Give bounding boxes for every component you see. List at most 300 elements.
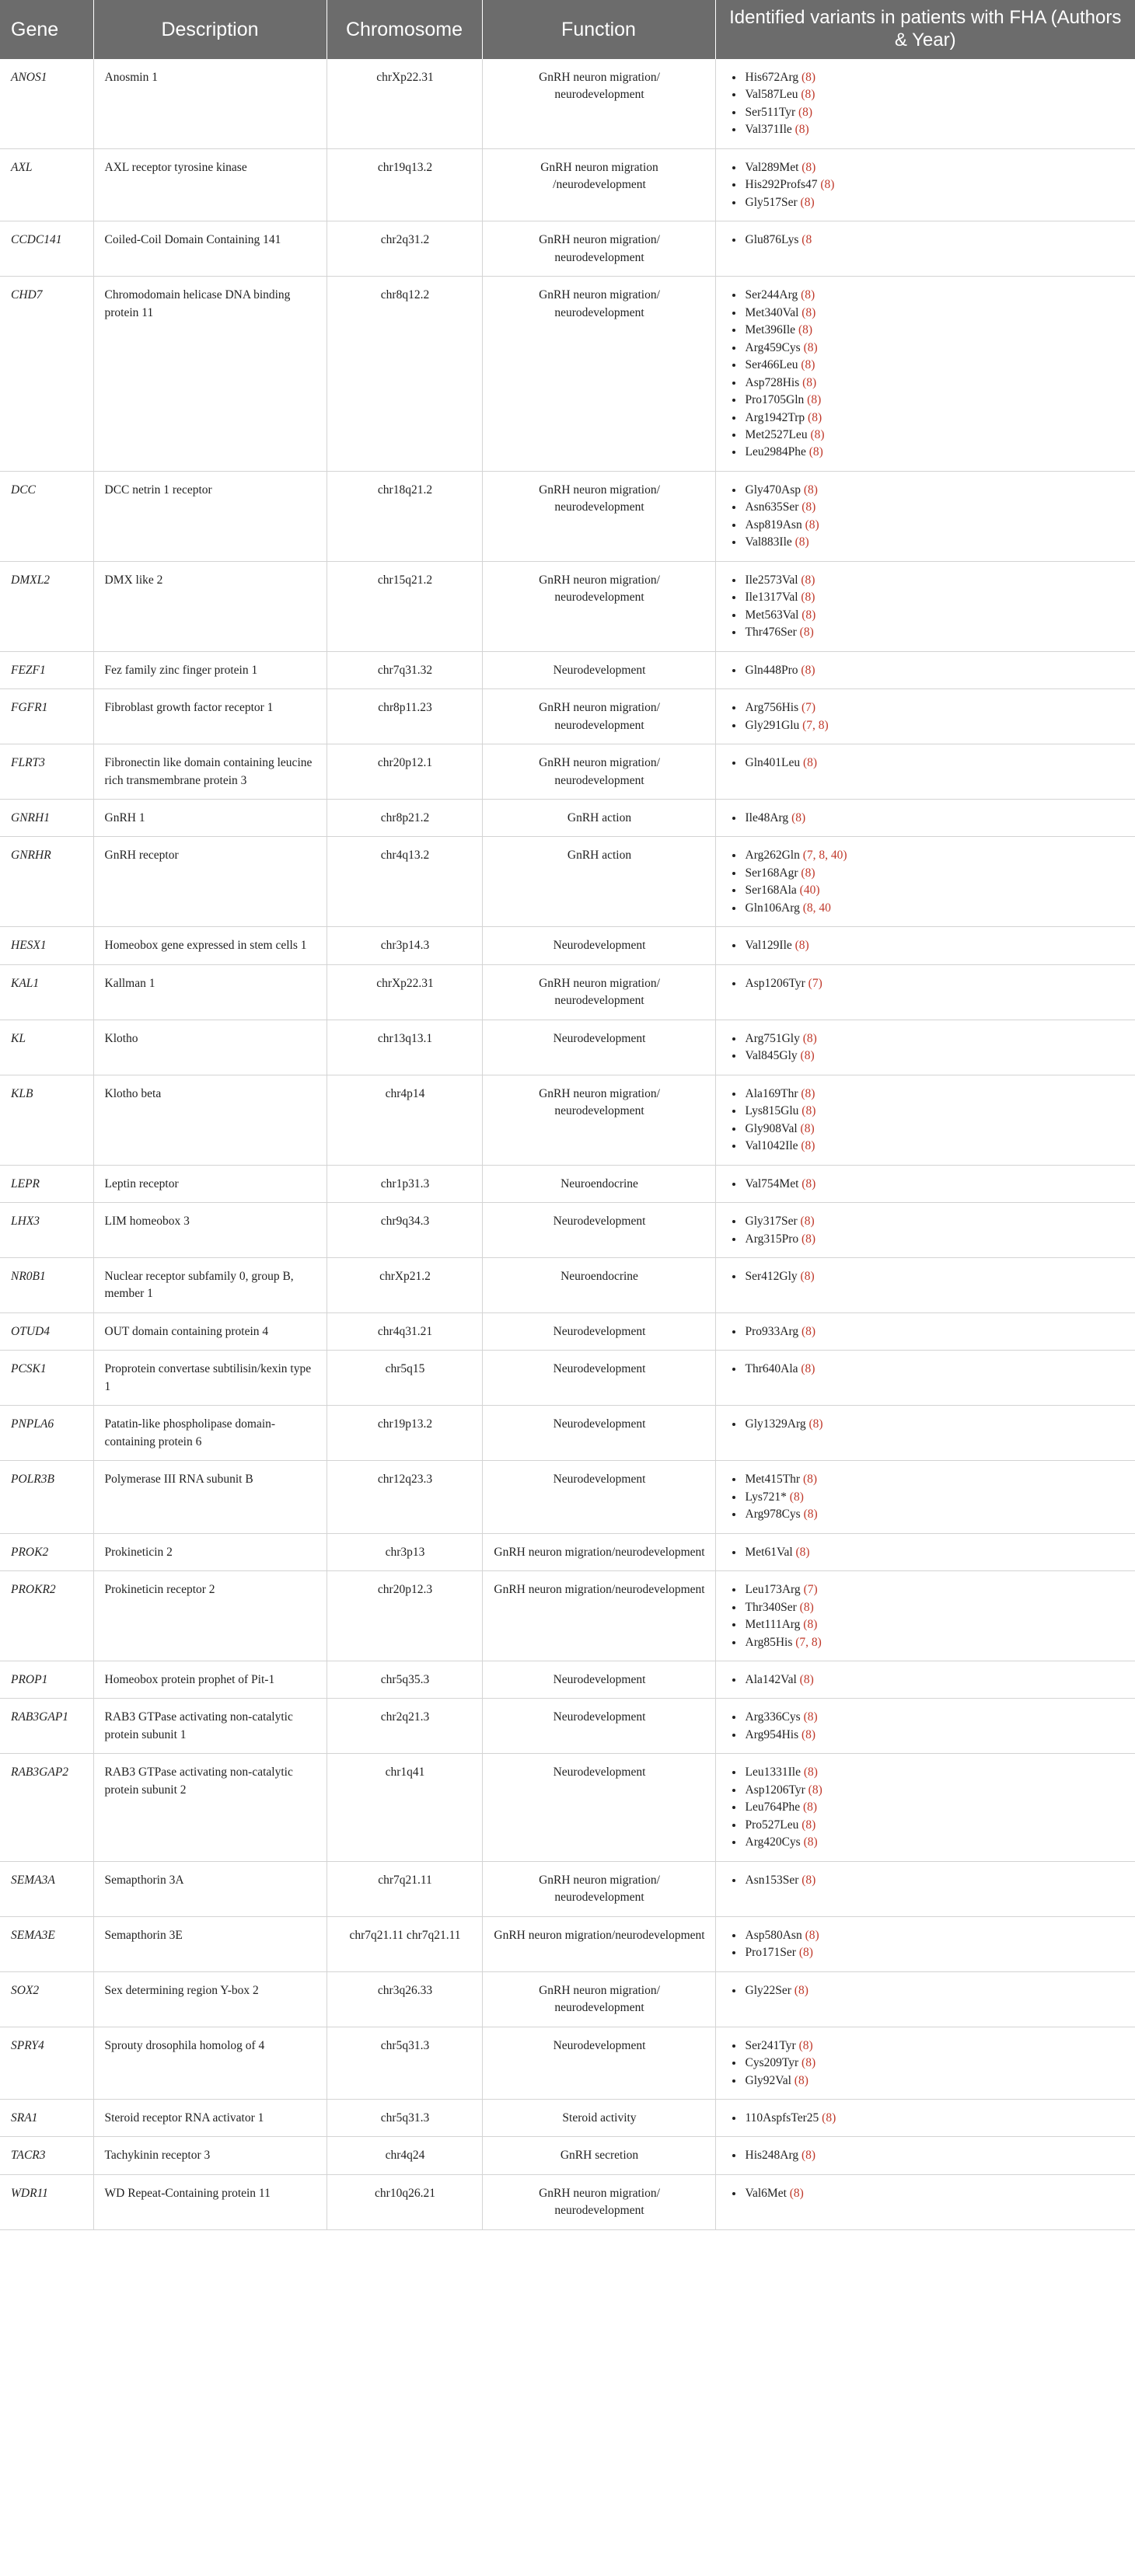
variant-item — [744, 1030, 1126, 1047]
variant-item — [744, 392, 1126, 409]
function-cell: Neurodevelopment — [482, 1351, 715, 1406]
reference-link[interactable]: (8) — [789, 2186, 804, 2200]
function-cell: Neurodevelopment — [482, 1020, 715, 1075]
function-cell: GnRH neuron migration/ neurodevelopment — [482, 1075, 715, 1165]
table-row — [0, 221, 1135, 277]
description-cell: RAB3 GTPase activating non-catalytic protein subunit 1 — [93, 1699, 327, 1754]
reference-link[interactable]: (8) — [801, 866, 815, 880]
variant-name: Ser241Tyr — [745, 2038, 796, 2052]
reference-link[interactable]: (8) — [794, 535, 809, 549]
gene-cell: PROK2 — [0, 1533, 93, 1570]
description-cell: Leptin receptor — [93, 1165, 327, 1202]
variant-name: Val6Met — [745, 2186, 787, 2200]
variant-item — [744, 305, 1126, 322]
variant-item — [744, 1213, 1126, 1230]
function-cell: GnRH secretion — [482, 2137, 715, 2174]
variant-name: Ser511Tyr — [745, 105, 796, 119]
function-cell: GnRH neuron migration/ neurodevelopment — [482, 1861, 715, 1916]
function-cell: Neurodevelopment — [482, 1754, 715, 1861]
variant-name: His248Arg — [745, 2149, 799, 2163]
gene-cell: SPRY4 — [0, 2027, 93, 2099]
variants-cell — [715, 221, 1135, 277]
description-cell: Klotho — [93, 1020, 327, 1075]
variant-item — [744, 1416, 1126, 1433]
table-row — [0, 59, 1135, 148]
variant-item — [744, 937, 1126, 954]
variant-name: Arg315Pro — [745, 1232, 799, 1246]
variant-name: Ser412Gly — [745, 1269, 798, 1283]
reference-link[interactable]: (8) — [820, 178, 835, 192]
description-cell: RAB3 GTPase activating non-catalytic protein subunit 2 — [93, 1754, 327, 1861]
function-cell: GnRH neuron migration/ neurodevelopment — [482, 2174, 715, 2229]
reference-link[interactable]: (8) — [801, 88, 815, 102]
table-row — [0, 1406, 1135, 1461]
variants-cell — [715, 1312, 1135, 1350]
variant-item — [744, 1799, 1126, 1816]
reference-link[interactable]: (8) — [808, 1417, 823, 1431]
reference-link[interactable]: (8) — [802, 1473, 818, 1487]
description-cell: Patatin-like phospholipase domain-containing protein 6 — [93, 1406, 327, 1461]
header-row — [0, 0, 1135, 59]
gene-cell: KL — [0, 1020, 93, 1075]
variant-item — [744, 810, 1126, 827]
description-cell: Prokineticin receptor 2 — [93, 1571, 327, 1661]
variant-item — [744, 1616, 1126, 1633]
reference-link[interactable]: (8) — [801, 1362, 815, 1376]
function-cell: Neurodevelopment — [482, 1203, 715, 1258]
variant-item — [744, 357, 1126, 374]
reference-link[interactable]: (8) — [801, 1873, 816, 1887]
variant-name: Asn635Ser — [745, 500, 799, 514]
reference-link[interactable]: (8) — [801, 2149, 816, 2163]
reference-link[interactable]: (7, 8, 40) — [802, 849, 847, 863]
variant-name: Asp819Asn — [745, 518, 802, 532]
variant-list — [727, 2147, 1126, 2164]
description-cell: WD Repeat-Containing protein 11 — [93, 2174, 327, 2229]
reference-link[interactable]: (8) — [799, 1600, 814, 1614]
table-row — [0, 1165, 1135, 1202]
chromosome-cell: chr8p21.2 — [327, 800, 482, 837]
variant-name: Met340Val — [745, 305, 799, 319]
description-cell: Prokineticin 2 — [93, 1533, 327, 1570]
gene-cell: OTUD4 — [0, 1312, 93, 1350]
variant-item — [744, 1727, 1126, 1744]
variant-list — [727, 482, 1126, 552]
table-body — [0, 59, 1135, 2229]
variant-item — [744, 427, 1126, 444]
variant-name: Leu1331Ile — [745, 1766, 801, 1779]
gene-cell: AXL — [0, 148, 93, 221]
reference-link[interactable]: (8) — [807, 393, 822, 407]
variant-list — [727, 1581, 1126, 1651]
table-row — [0, 1699, 1135, 1754]
reference-link[interactable]: (8) — [801, 1727, 816, 1741]
variant-name: Gly908Val — [745, 1121, 798, 1135]
reference-link[interactable]: (8) — [794, 1983, 808, 1997]
gene-cell: NR0B1 — [0, 1257, 93, 1312]
variant-item — [744, 1581, 1126, 1598]
variant-list — [727, 1416, 1126, 1433]
table-row — [0, 471, 1135, 561]
reference-link[interactable]: (8) — [801, 591, 815, 605]
variant-name: Thr476Ser — [745, 626, 797, 640]
variant-item — [744, 882, 1126, 899]
variant-item — [744, 1489, 1126, 1506]
variants-cell — [715, 837, 1135, 927]
description-cell: AXL receptor tyrosine kinase — [93, 148, 327, 221]
variant-name: Gly517Ser — [745, 195, 798, 209]
variant-name: Arg1942Trp — [745, 410, 805, 424]
function-cell: Neurodevelopment — [482, 2027, 715, 2099]
variants-cell — [715, 1257, 1135, 1312]
variant-list — [727, 1176, 1126, 1193]
header-function: Function — [482, 0, 715, 59]
variant-item — [744, 1872, 1126, 1889]
function-cell: GnRH neuron migration/ neurodevelopment — [482, 221, 715, 277]
variant-name: Arg756His — [745, 701, 799, 715]
reference-link[interactable]: (8) — [801, 1104, 816, 1118]
table-row — [0, 2099, 1135, 2136]
variant-item — [744, 900, 1126, 917]
variant-item — [744, 410, 1126, 427]
variant-item — [744, 482, 1126, 499]
variant-item — [744, 1944, 1126, 1961]
reference-link[interactable]: (8) — [801, 1324, 816, 1338]
variant-name: Gln106Arg — [745, 901, 800, 915]
variant-list — [727, 755, 1126, 772]
variant-list — [727, 1030, 1126, 1065]
gene-cell: PROKR2 — [0, 1571, 93, 1661]
reference-link[interactable]: (8) — [798, 323, 813, 337]
reference-link[interactable]: (8) — [801, 1139, 815, 1153]
function-cell: Neurodevelopment — [482, 1661, 715, 1699]
function-cell: GnRH action — [482, 837, 715, 927]
chromosome-cell: chr7q31.32 — [327, 651, 482, 688]
function-cell: GnRH neuron migration /neurodevelopment — [482, 148, 715, 221]
chromosome-cell: chr7q21.11 — [327, 1861, 482, 1916]
variants-cell — [715, 1699, 1135, 1754]
variant-name: Gly470Asp — [745, 483, 801, 497]
variant-item — [744, 340, 1126, 357]
variant-name: Ile48Arg — [745, 811, 789, 824]
table-row — [0, 2137, 1135, 2174]
reference-link[interactable]: (8) — [798, 1946, 813, 1960]
variants-cell — [715, 1661, 1135, 1699]
reference-link[interactable]: (7) — [808, 976, 822, 990]
chromosome-cell: chr19q13.2 — [327, 148, 482, 221]
function-cell: GnRH neuron migration/ neurodevelopment — [482, 471, 715, 561]
description-cell: Steroid receptor RNA activator 1 — [93, 2099, 327, 2136]
function-cell: GnRH neuron migration/ neurodevelopment — [482, 59, 715, 148]
reference-link[interactable]: (8) — [802, 375, 817, 389]
table-row — [0, 2027, 1135, 2099]
reference-link[interactable]: (8) — [803, 483, 818, 497]
reference-link[interactable]: (8) — [803, 1766, 818, 1779]
description-cell: Coiled-Coil Domain Containing 141 — [93, 221, 327, 277]
variant-name: His672Arg — [745, 71, 799, 84]
reference-link[interactable]: (8) — [801, 1086, 815, 1100]
variants-cell — [715, 1861, 1135, 1916]
variant-item — [744, 1047, 1126, 1065]
function-cell: GnRH neuron migration/ neurodevelopment — [482, 561, 715, 651]
table-row — [0, 1571, 1135, 1661]
reference-link[interactable]: (8) — [801, 1232, 816, 1246]
variant-name: Arg459Cys — [745, 340, 801, 354]
variant-name: Asp1206Tyr — [745, 1783, 805, 1797]
chromosome-cell: chr4q24 — [327, 2137, 482, 2174]
variant-name: Met61Val — [745, 1545, 793, 1559]
description-cell: Fez family zinc finger protein 1 — [93, 651, 327, 688]
reference-link[interactable]: (8) — [799, 1673, 814, 1686]
variant-name: Ala169Thr — [745, 1086, 798, 1100]
variant-name: Arg420Cys — [745, 1835, 801, 1849]
reference-link[interactable]: (8) — [803, 1710, 818, 1724]
variant-item — [744, 1086, 1126, 1103]
variant-name: Val289Met — [745, 160, 799, 174]
reference-link[interactable]: (8) — [801, 663, 815, 677]
reference-link[interactable]: (8) — [810, 427, 825, 441]
variant-name: Thr640Ala — [745, 1362, 798, 1376]
reference-link[interactable]: (8) — [801, 573, 815, 587]
chromosome-cell: chr19p13.2 — [327, 1406, 482, 1461]
reference-link[interactable]: (8) — [801, 500, 816, 514]
chromosome-cell: chr2q21.3 — [327, 1699, 482, 1754]
variant-item — [744, 1927, 1126, 1944]
reference-link[interactable]: (8) — [803, 1835, 818, 1849]
variants-cell — [715, 964, 1135, 1020]
header-gene: Gene — [0, 0, 93, 59]
variant-name: Arg751Gly — [745, 1031, 800, 1045]
variant-item — [744, 847, 1126, 864]
chromosome-cell: chrXp22.31 — [327, 59, 482, 148]
reference-link[interactable]: (8) — [800, 1269, 815, 1283]
reference-link[interactable]: (8) — [801, 305, 816, 319]
variant-item — [744, 1268, 1126, 1285]
reference-link[interactable]: (8) — [801, 160, 816, 174]
variants-cell — [715, 1165, 1135, 1202]
table-row — [0, 689, 1135, 744]
variants-cell — [715, 1754, 1135, 1861]
function-cell: Neurodevelopment — [482, 1406, 715, 1461]
variant-list — [727, 847, 1126, 917]
variant-item — [744, 287, 1126, 304]
variant-list — [727, 1927, 1126, 1962]
variants-cell — [715, 800, 1135, 837]
chromosome-cell: chr5q31.3 — [327, 2099, 482, 2136]
table-row — [0, 1754, 1135, 1861]
table-row — [0, 561, 1135, 651]
table-row — [0, 1461, 1135, 1533]
reference-link[interactable]: (8) — [800, 1049, 815, 1063]
description-cell: Fibronectin like domain containing leucine rich transmembrane protein 3 — [93, 744, 327, 800]
variant-list — [727, 1471, 1126, 1523]
variant-list — [727, 2037, 1126, 2090]
variant-name: Arg954His — [745, 1727, 799, 1741]
variants-cell — [715, 2174, 1135, 2229]
description-cell: Homeobox protein prophet of Pit-1 — [93, 1661, 327, 1699]
chromosome-cell: chr15q21.2 — [327, 561, 482, 651]
reference-link[interactable]: (8) — [803, 340, 818, 354]
description-cell: Chromodomain helicase DNA binding protein 11 — [93, 277, 327, 472]
reference-link[interactable]: (8) — [801, 71, 816, 84]
variant-item — [744, 517, 1126, 534]
variant-item — [744, 1634, 1126, 1651]
variants-cell — [715, 148, 1135, 221]
reference-link[interactable]: (7, 8) — [802, 718, 829, 732]
variant-name: Arg978Cys — [745, 1508, 801, 1522]
reference-link[interactable]: (8) — [801, 358, 815, 372]
reference-link[interactable]: (8) — [795, 1545, 810, 1559]
variant-list — [727, 572, 1126, 642]
reference-link[interactable]: (8) — [798, 2038, 813, 2052]
variant-list — [727, 1764, 1126, 1851]
function-cell: Neurodevelopment — [482, 1461, 715, 1533]
chromosome-cell: chr12q23.3 — [327, 1461, 482, 1533]
variant-item — [744, 375, 1126, 392]
function-cell: Neurodevelopment — [482, 1312, 715, 1350]
variants-cell — [715, 1461, 1135, 1533]
reference-link[interactable]: (8) — [805, 1928, 819, 1942]
variant-list — [727, 1671, 1126, 1689]
gene-cell: PROP1 — [0, 1661, 93, 1699]
reference-link[interactable]: (8) — [802, 756, 818, 770]
description-cell: DMX like 2 — [93, 561, 327, 651]
variant-name: Val1042Ile — [745, 1139, 798, 1153]
variant-item — [744, 2185, 1126, 2202]
variant-list — [727, 662, 1126, 679]
gene-cell: LEPR — [0, 1165, 93, 1202]
variant-list — [727, 937, 1126, 954]
table-header — [0, 0, 1135, 59]
chromosome-cell: chr1q41 — [327, 1754, 482, 1861]
variant-list — [727, 232, 1126, 249]
variant-name: Leu764Phe — [745, 1800, 801, 1814]
reference-link[interactable]: (8) — [803, 1618, 818, 1632]
reference-link[interactable]: (8, 40 — [802, 901, 831, 915]
variant-name: Gly291Glu — [745, 718, 800, 732]
table-row — [0, 1075, 1135, 1165]
reference-link[interactable]: (8) — [794, 123, 809, 137]
reference-link[interactable]: (8) — [801, 288, 815, 302]
reference-link[interactable]: (8) — [808, 1783, 822, 1797]
description-cell: LIM homeobox 3 — [93, 1203, 327, 1258]
variants-cell — [715, 1075, 1135, 1165]
variant-name: Leu173Arg — [745, 1583, 801, 1597]
reference-link[interactable]: (8) — [822, 2111, 836, 2125]
table-row — [0, 744, 1135, 800]
reference-link[interactable]: (8) — [805, 518, 819, 532]
function-cell: GnRH neuron migration/neurodevelopment — [482, 1533, 715, 1570]
variant-item — [744, 1121, 1126, 1138]
reference-link[interactable]: (8) — [794, 2073, 808, 2087]
description-cell: GnRH 1 — [93, 800, 327, 837]
description-cell: OUT domain containing protein 4 — [93, 1312, 327, 1350]
reference-link[interactable]: (8) — [802, 1031, 817, 1045]
gene-cell: FLRT3 — [0, 744, 93, 800]
reference-link[interactable]: (8) — [794, 939, 809, 953]
variant-item — [744, 69, 1126, 86]
gene-cell: DCC — [0, 471, 93, 561]
variants-cell — [715, 1203, 1135, 1258]
reference-link[interactable]: (8) — [800, 1121, 815, 1135]
function-cell: GnRH neuron migration/neurodevelopment — [482, 1571, 715, 1661]
reference-link[interactable]: (8 — [801, 233, 812, 247]
variant-name: Ala142Val — [745, 1673, 797, 1686]
reference-link[interactable]: (7, 8) — [795, 1635, 822, 1649]
table-row — [0, 2174, 1135, 2229]
variant-item — [744, 1176, 1126, 1193]
description-cell: Kallman 1 — [93, 964, 327, 1020]
reference-link[interactable]: (8) — [801, 608, 816, 622]
reference-link[interactable]: (8) — [808, 410, 822, 424]
description-cell: Nuclear receptor subfamily 0, group B, member 1 — [93, 1257, 327, 1312]
reference-link[interactable]: (8) — [808, 445, 823, 459]
chromosome-cell: chr20p12.3 — [327, 1571, 482, 1661]
gene-cell: CCDC141 — [0, 221, 93, 277]
chromosome-cell: chr2q31.2 — [327, 221, 482, 277]
variant-item — [744, 1231, 1126, 1248]
variants-cell — [715, 1571, 1135, 1661]
variant-item — [744, 194, 1126, 211]
gene-cell: SEMA3E — [0, 1916, 93, 1971]
variant-item — [744, 699, 1126, 716]
variant-item — [744, 1138, 1126, 1155]
reference-link[interactable]: (8) — [801, 1818, 816, 1832]
variant-item — [744, 572, 1126, 589]
variant-item — [744, 975, 1126, 992]
variant-name: Gly317Ser — [745, 1215, 798, 1229]
variant-name: Ile1317Val — [745, 591, 798, 605]
reference-link[interactable]: (8) — [800, 1215, 815, 1229]
description-cell: Semapthorin 3E — [93, 1916, 327, 1971]
variant-list — [727, 1361, 1126, 1378]
variant-item — [744, 1471, 1126, 1488]
variant-name: Thr340Ser — [745, 1600, 797, 1614]
reference-link[interactable]: (7) — [801, 701, 816, 715]
chromosome-cell: chr10q26.21 — [327, 2174, 482, 2229]
reference-link[interactable]: (8) — [801, 1176, 816, 1190]
gene-cell: TACR3 — [0, 2137, 93, 2174]
reference-link[interactable]: (7) — [803, 1583, 818, 1597]
reference-link[interactable]: (8) — [799, 626, 814, 640]
table-row — [0, 277, 1135, 472]
reference-link[interactable]: (8) — [803, 1508, 818, 1522]
gene-cell: FEZF1 — [0, 651, 93, 688]
variant-item — [744, 2147, 1126, 2164]
variant-list — [727, 810, 1126, 827]
chromosome-cell: chr4p14 — [327, 1075, 482, 1165]
variant-name: Lys721* — [745, 1490, 787, 1504]
variants-cell — [715, 1351, 1135, 1406]
chromosome-cell: chrXp21.2 — [327, 1257, 482, 1312]
reference-link[interactable]: (8) — [800, 195, 815, 209]
gene-cell: RAB3GAP2 — [0, 1754, 93, 1861]
variant-list — [727, 1872, 1126, 1889]
variant-name: Pro1705Gln — [745, 393, 805, 407]
reference-link[interactable]: (8) — [789, 1490, 804, 1504]
reference-link[interactable]: (8) — [798, 105, 813, 119]
table-row — [0, 1203, 1135, 1258]
table-row — [0, 1533, 1135, 1570]
reference-link[interactable]: (40) — [799, 884, 820, 898]
reference-link[interactable]: (8) — [802, 1800, 818, 1814]
variant-item — [744, 2072, 1126, 2090]
gene-cell: SEMA3A — [0, 1861, 93, 1916]
chromosome-cell: chr4q31.21 — [327, 1312, 482, 1350]
reference-link[interactable]: (8) — [801, 2056, 816, 2070]
variant-name: Pro933Arg — [745, 1324, 799, 1338]
reference-link[interactable]: (8) — [791, 811, 806, 824]
